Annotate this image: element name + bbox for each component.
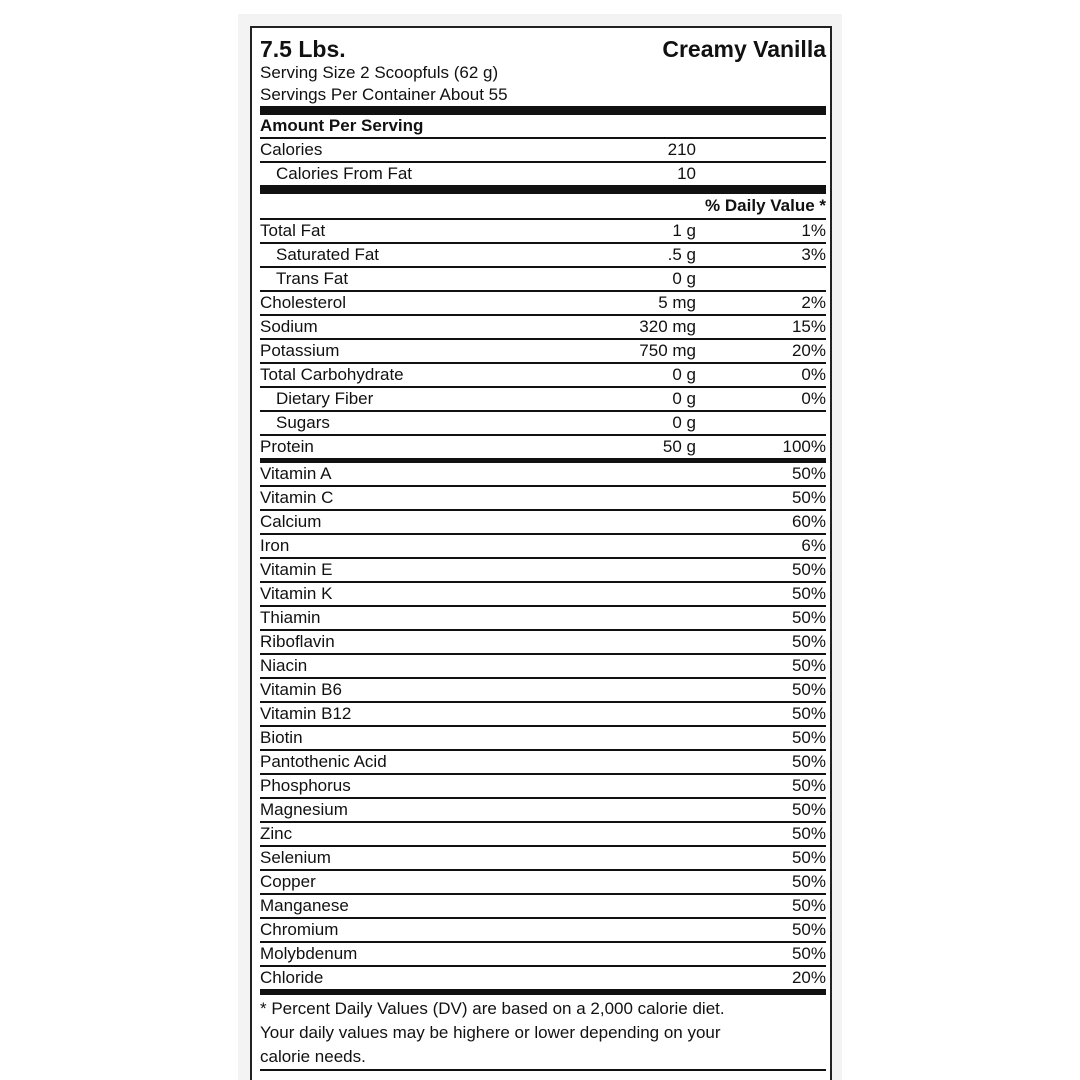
vitamin-row [260,967,826,991]
vitamin-name: Phosphorus [260,776,351,795]
vitamin-name: Vitamin B6 [260,680,342,699]
vitamin-daily-value: 50% [791,848,826,867]
vitamin-name: Vitamin B12 [260,704,352,723]
amount-per-serving-label: Amount Per Serving [260,116,424,135]
nutrient-name: Protein [260,437,314,456]
vitamin-name: Vitamin A [260,464,332,483]
vitamin-row [260,487,826,511]
amount-per-serving-row [260,115,826,139]
nutrient-row [260,292,826,316]
vitamin-name: Pantothenic Acid [260,752,387,771]
nutrient-row [260,244,826,268]
vitamin-row [260,607,826,631]
vitamin-daily-value: 20% [791,968,826,987]
vitamin-row [260,871,826,895]
vitamin-name: Biotin [260,728,303,747]
nutrition-facts-label [250,26,832,1080]
nutrient-row [260,364,826,388]
nutrient-daily-value: 3% [801,245,826,264]
vitamin-name: Niacin [260,656,308,675]
vitamin-daily-value: 50% [791,872,826,891]
nutrient-name: Trans Fat [276,269,349,288]
vitamin-row [260,559,826,583]
calories-row [260,139,826,163]
footnote-line: Your daily values may be highere or lower depending on your [260,1023,721,1042]
flavor-name: Creamy Vanilla [662,36,826,62]
footnote-line: * Percent Daily Values (DV) are based on a 2,000 calorie diet. [260,999,725,1018]
vitamin-daily-value: 50% [791,752,826,771]
vitamin-name: Thiamin [260,608,321,627]
nutrient-row [260,436,826,460]
vitamin-daily-value: 50% [791,656,826,675]
vitamin-daily-value: 50% [791,560,826,579]
nutrient-name: Total Carbohydrate [260,365,404,384]
vitamin-daily-value: 50% [791,680,826,699]
vitamin-daily-value: 50% [791,488,826,507]
vitamin-row [260,679,826,703]
vitamin-row [260,583,826,607]
nutrient-name: Saturated Fat [276,245,380,264]
vitamin-row [260,631,826,655]
vitamin-daily-value: 50% [791,896,826,915]
vitamin-daily-value: 50% [791,800,826,819]
vitamin-name: Riboflavin [260,632,335,651]
nutrient-amount: .5 g [667,245,696,264]
calories-from-fat-row [260,163,826,185]
footnote-line: calorie needs. [260,1045,826,1071]
vitamin-row [260,775,826,799]
vitamin-name: Magnesium [260,800,348,819]
nutrient-daily-value: 1% [801,221,826,240]
nutrient-daily-value: 0% [801,389,826,408]
nutrient-daily-value: 15% [791,317,826,336]
vitamin-daily-value: 50% [791,608,826,627]
nutrient-row [260,268,826,292]
nutrient-row [260,412,826,436]
nutrient-amount: 320 mg [639,317,696,336]
vitamin-name: Molybdenum [260,944,358,963]
nutrient-amount: 0 g [672,269,696,288]
vitamin-row [260,847,826,871]
nutrient-daily-value: 100% [782,437,826,456]
vitamin-daily-value: 50% [791,944,826,963]
daily-value-header-text: % Daily Value * [705,196,826,215]
vitamin-row [260,727,826,751]
nutrient-name: Sugars [276,413,330,432]
serving-size: Serving Size 2 Scoopfuls (62 g) [260,63,499,82]
vitamin-name: Chromium [260,920,339,939]
vitamin-mineral-list [260,463,826,991]
vitamin-name: Selenium [260,848,331,867]
nutrient-name: Sodium [260,317,318,336]
nutrient-daily-value: 0% [801,365,826,384]
nutrient-amount: 5 mg [658,293,696,312]
vitamin-name: Manganese [260,896,349,915]
nutrient-name: Potassium [260,341,340,360]
vitamin-row [260,655,826,679]
vitamin-daily-value: 50% [791,584,826,603]
nutrient-daily-value: 2% [801,293,826,312]
vitamin-row [260,703,826,727]
nutrient-row [260,388,826,412]
vitamin-daily-value: 50% [791,824,826,843]
vitamin-daily-value: 50% [791,776,826,795]
vitamin-row [260,823,826,847]
nutrient-amount: 750 mg [639,341,696,360]
vitamin-name: Vitamin C [260,488,334,507]
vitamin-name: Calcium [260,512,322,531]
nutrient-list [260,220,826,460]
container-weight: 7.5 Lbs. [260,36,346,62]
vitamin-row [260,535,826,559]
calories-from-fat-label: Calories From Fat [276,164,413,183]
nutrient-row [260,220,826,244]
vitamin-daily-value: 50% [791,632,826,651]
vitamin-daily-value: 60% [791,512,826,531]
vitamin-daily-value: 50% [791,920,826,939]
nutrient-row [260,340,826,364]
vitamin-row [260,919,826,943]
vitamin-name: Vitamin K [260,584,333,603]
vitamin-row [260,463,826,487]
nutrient-name: Cholesterol [260,293,346,312]
vitamin-name: Copper [260,872,316,891]
vitamin-row [260,751,826,775]
vitamin-row [260,895,826,919]
calories-from-fat-value: 10 [677,164,696,183]
servings-per-container: Servings Per Container About 55 [260,85,508,104]
thick-divider [260,185,826,194]
vitamin-daily-value: 50% [791,704,826,723]
nutrient-name: Total Fat [260,221,326,240]
nutrient-amount: 0 g [672,389,696,408]
vitamin-daily-value: 50% [791,464,826,483]
calories-value: 210 [667,140,696,159]
calories-label: Calories [260,140,323,159]
vitamin-name: Chloride [260,968,324,987]
footnote [260,995,826,1071]
vitamin-name: Vitamin E [260,560,333,579]
vitamin-row [260,511,826,535]
nutrient-amount: 0 g [672,365,696,384]
vitamin-daily-value: 50% [791,728,826,747]
nutrient-row [260,316,826,340]
vitamin-name: Zinc [260,824,293,843]
label-header [260,28,826,62]
nutrient-amount: 0 g [672,413,696,432]
vitamin-daily-value: 6% [801,536,826,555]
vitamin-row [260,799,826,823]
nutrient-amount: 50 g [662,437,696,456]
daily-value-header [260,194,826,220]
nutrient-name: Dietary Fiber [276,389,374,408]
vitamin-row [260,943,826,967]
vitamin-name: Iron [260,536,290,555]
nutrient-daily-value: 20% [791,341,826,360]
nutrient-amount: 1 g [672,221,696,240]
thick-divider [260,106,826,115]
